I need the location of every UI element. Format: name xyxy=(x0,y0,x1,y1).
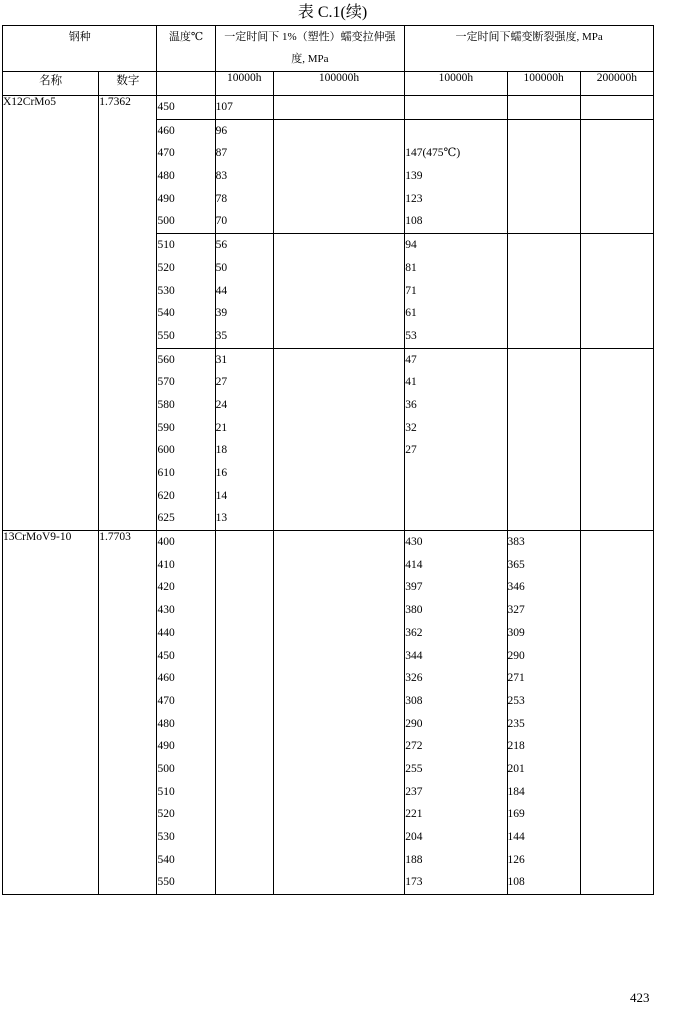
rupture-100000h-cell: 309 xyxy=(507,626,525,639)
temperature-column-group xyxy=(157,234,215,348)
rupture-10000h-column-group xyxy=(405,234,507,348)
temperature-column-group xyxy=(157,348,215,531)
creep-10000h-cell xyxy=(216,554,273,577)
rupture-10000h-cell: 32 xyxy=(405,421,417,434)
creep-10000h-cell: 44 xyxy=(215,284,228,297)
rupture-100000h-cell xyxy=(508,188,580,211)
creep-10000h-cell xyxy=(216,645,273,668)
table-body xyxy=(3,96,654,895)
rupture-10000h-cell: 53 xyxy=(405,329,417,342)
rupture-100000h-cell xyxy=(508,302,580,325)
temperature-cell: 500 xyxy=(157,215,175,228)
table-row xyxy=(3,96,654,120)
rupture-200000h-cell xyxy=(581,234,653,257)
creep-100000h-cell xyxy=(274,531,404,554)
temperature-cell: 530 xyxy=(157,831,175,843)
rupture-10000h-cell xyxy=(405,485,506,508)
creep-100000h-column-group xyxy=(273,234,404,348)
rupture-100000h-column-group xyxy=(507,234,580,348)
rupture-10000h-cell: 362 xyxy=(405,626,423,639)
creep-100000h-cell xyxy=(274,280,404,303)
rupture-10000h-cell: 81 xyxy=(405,261,417,274)
temperature-cell: 430 xyxy=(157,604,175,617)
temperature-cell: 490 xyxy=(157,192,175,205)
temperature-cell: 590 xyxy=(157,421,175,434)
rupture-200000h-column-group xyxy=(580,348,653,531)
header-temperature: 温度℃ xyxy=(157,26,215,72)
creep-10000h-column-group xyxy=(215,234,273,348)
temperature-column-group xyxy=(157,119,215,233)
creep-100000h-cell xyxy=(274,781,404,804)
rupture-200000h-cell xyxy=(581,257,653,280)
creep-10000h-column-group xyxy=(215,96,273,120)
rupture-100000h-cell xyxy=(508,349,580,372)
rupture-100000h-cell xyxy=(508,394,580,417)
rupture-100000h-cell: 201 xyxy=(507,762,525,775)
rupture-200000h-cell xyxy=(581,394,653,417)
temperature-cell: 440 xyxy=(157,626,175,639)
rupture-200000h-column-group xyxy=(580,234,653,348)
rupture-10000h-cell: 290 xyxy=(405,717,423,730)
creep-100000h-cell xyxy=(274,120,404,143)
steel-number: 1.7703 xyxy=(99,531,157,895)
rupture-10000h-column-group xyxy=(405,348,507,531)
creep-100000h-cell xyxy=(274,622,404,645)
rupture-10000h-cell: 147(475℃) xyxy=(405,147,461,160)
rupture-200000h-cell xyxy=(581,713,653,736)
creep-100000h-cell xyxy=(274,735,404,758)
creep-100000h-cell xyxy=(274,667,404,690)
steel-name: X12CrMo5 xyxy=(3,96,99,531)
rupture-10000h-cell: 27 xyxy=(405,444,417,457)
temperature-cell: 450 xyxy=(157,649,175,662)
rupture-10000h-cell xyxy=(405,507,506,530)
rupture-200000h-cell xyxy=(581,576,653,599)
rupture-10000h-column-group xyxy=(405,119,507,233)
creep-10000h-cell: 27 xyxy=(215,376,228,389)
rupture-10000h-cell: 36 xyxy=(405,398,417,411)
rupture-100000h-cell: 253 xyxy=(507,694,525,707)
creep-10000h-cell xyxy=(216,599,273,622)
rupture-100000h-cell: 365 xyxy=(507,558,525,571)
rupture-200000h-cell xyxy=(581,371,653,394)
rupture-10000h-cell: 308 xyxy=(405,694,423,707)
rupture-100000h-cell: 383 xyxy=(507,536,525,549)
creep-10000h-cell xyxy=(216,622,273,645)
temperature-cell: 400 xyxy=(157,536,175,549)
creep-10000h-cell xyxy=(216,667,273,690)
creep-100000h-cell xyxy=(274,507,404,530)
creep-100000h-cell xyxy=(274,302,404,325)
steel-number: 1.7362 xyxy=(99,96,157,531)
creep-10000h-cell: 107 xyxy=(215,101,233,113)
header-rupture-100000h: 100000h xyxy=(507,72,580,96)
header-temp-blank xyxy=(157,72,215,96)
temperature-cell: 520 xyxy=(157,261,175,274)
creep-10000h-cell xyxy=(216,826,273,849)
rupture-10000h-cell: 173 xyxy=(405,876,423,889)
temperature-cell: 560 xyxy=(157,353,175,366)
creep-10000h-cell xyxy=(216,871,273,894)
creep-100000h-column-group xyxy=(273,96,404,120)
rupture-10000h-cell: 108 xyxy=(405,215,423,228)
creep-100000h-cell xyxy=(274,645,404,668)
rupture-10000h-column-group xyxy=(405,531,507,895)
rupture-100000h-cell: 346 xyxy=(507,581,525,594)
creep-10000h-cell: 78 xyxy=(215,192,228,205)
rupture-100000h-cell xyxy=(508,507,580,530)
creep-10000h-cell: 35 xyxy=(215,329,228,342)
rupture-100000h-cell xyxy=(508,325,580,348)
rupture-200000h-cell xyxy=(581,349,653,372)
rupture-200000h-cell xyxy=(581,735,653,758)
creep-10000h-cell: 18 xyxy=(215,444,228,457)
creep-100000h-cell xyxy=(274,690,404,713)
rupture-200000h-column-group xyxy=(580,531,653,895)
temperature-cell: 480 xyxy=(157,170,175,183)
temperature-cell: 500 xyxy=(157,762,175,775)
temperature-cell: 540 xyxy=(157,307,175,320)
rupture-200000h-cell xyxy=(581,188,653,211)
creep-100000h-cell xyxy=(274,576,404,599)
rupture-200000h-cell xyxy=(581,462,653,485)
creep-100000h-cell xyxy=(274,803,404,826)
rupture-200000h-cell xyxy=(581,302,653,325)
rupture-100000h-cell xyxy=(508,462,580,485)
creep-10000h-cell xyxy=(216,849,273,872)
creep-10000h-column-group xyxy=(215,531,273,895)
rupture-200000h-cell xyxy=(581,667,653,690)
rupture-200000h-cell xyxy=(581,826,653,849)
temperature-cell: 520 xyxy=(157,808,175,821)
page-number: 423 xyxy=(630,990,650,1005)
header-name: 名称 xyxy=(3,72,99,96)
temperature-cell: 450 xyxy=(157,101,175,113)
creep-100000h-cell xyxy=(274,554,404,577)
rupture-200000h-cell xyxy=(581,554,653,577)
temperature-cell: 620 xyxy=(157,489,175,502)
rupture-200000h-cell xyxy=(581,803,653,826)
creep-100000h-cell xyxy=(274,713,404,736)
header-rupture-strength: 一定时间下蠕变断裂强度, MPa xyxy=(405,26,654,72)
temperature-column-group xyxy=(157,96,215,120)
creep-10000h-cell xyxy=(216,576,273,599)
creep-100000h-cell xyxy=(274,142,404,165)
temperature-cell: 600 xyxy=(157,444,175,457)
rupture-200000h-cell xyxy=(581,645,653,668)
temperature-cell: 610 xyxy=(157,467,175,479)
creep-100000h-cell xyxy=(274,599,404,622)
rupture-10000h-cell: 344 xyxy=(405,649,423,662)
creep-100000h-cell xyxy=(274,849,404,872)
temperature-cell: 510 xyxy=(157,785,175,798)
rupture-100000h-cell: 218 xyxy=(507,740,525,753)
creep-10000h-cell xyxy=(216,690,273,713)
rupture-100000h-cell: 327 xyxy=(507,604,525,617)
rupture-100000h-cell xyxy=(508,371,580,394)
creep-10000h-column-group xyxy=(215,119,273,233)
rupture-10000h-cell: 326 xyxy=(405,672,423,685)
table-row xyxy=(3,531,654,895)
rupture-10000h-cell: 414 xyxy=(405,558,423,571)
rupture-200000h-cell xyxy=(581,531,653,554)
creep-100000h-cell xyxy=(274,325,404,348)
creep-100000h-cell xyxy=(274,234,404,257)
creep-10000h-cell: 31 xyxy=(215,353,228,366)
rupture-10000h-cell: 380 xyxy=(405,604,423,617)
header-number: 数字 xyxy=(99,72,157,96)
creep-100000h-cell xyxy=(274,758,404,781)
rupture-10000h-cell: 47 xyxy=(405,353,417,366)
rupture-200000h-cell xyxy=(581,439,653,462)
creep-10000h-cell: 56 xyxy=(215,239,228,252)
rupture-100000h-cell: 271 xyxy=(507,672,525,685)
creep-100000h-cell xyxy=(274,188,404,211)
temperature-column-group xyxy=(157,531,215,895)
temperature-cell: 460 xyxy=(157,124,175,137)
creep-100000h-cell xyxy=(274,210,404,233)
creep-10000h-cell xyxy=(216,781,273,804)
creep-100000h-cell xyxy=(274,394,404,417)
steel-name: 13CrMoV9-10 xyxy=(3,531,99,895)
creep-10000h-cell xyxy=(216,713,273,736)
rupture-10000h-cell: 139 xyxy=(405,170,423,183)
creep-100000h-cell xyxy=(274,96,404,119)
creep-10000h-cell: 83 xyxy=(215,170,228,183)
rupture-100000h-cell xyxy=(508,257,580,280)
temperature-cell: 570 xyxy=(157,376,175,389)
creep-10000h-cell: 16 xyxy=(215,467,228,479)
rupture-200000h-column-group xyxy=(580,119,653,233)
rupture-200000h-cell xyxy=(581,871,653,894)
creep-10000h-cell: 39 xyxy=(215,307,228,320)
rupture-100000h-cell xyxy=(508,165,580,188)
rupture-10000h-cell: 221 xyxy=(405,808,423,821)
rupture-200000h-column-group xyxy=(580,96,653,120)
creep-100000h-cell xyxy=(274,485,404,508)
rupture-10000h-cell: 397 xyxy=(405,581,423,594)
creep-10000h-cell: 70 xyxy=(215,215,228,228)
rupture-100000h-cell: 169 xyxy=(507,808,525,821)
header-creep-100000h: 100000h xyxy=(273,72,404,96)
creep-10000h-cell: 14 xyxy=(215,489,228,502)
rupture-100000h-column-group xyxy=(507,119,580,233)
creep-10000h-cell: 96 xyxy=(215,124,228,137)
rupture-200000h-cell xyxy=(581,120,653,143)
rupture-10000h-cell: 272 xyxy=(405,740,423,753)
temperature-cell: 580 xyxy=(157,398,175,411)
rupture-200000h-cell xyxy=(581,599,653,622)
rupture-100000h-cell xyxy=(508,234,580,257)
rupture-100000h-column-group xyxy=(507,531,580,895)
rupture-200000h-cell xyxy=(581,165,653,188)
rupture-200000h-cell xyxy=(581,849,653,872)
creep-10000h-cell: 21 xyxy=(215,421,228,434)
rupture-100000h-cell: 290 xyxy=(507,649,525,662)
creep-100000h-column-group xyxy=(273,531,404,895)
rupture-100000h-cell: 108 xyxy=(507,876,525,889)
rupture-10000h-cell: 237 xyxy=(405,785,423,798)
rupture-10000h-cell: 188 xyxy=(405,853,423,866)
creep-100000h-cell xyxy=(274,349,404,372)
rupture-200000h-cell xyxy=(581,96,653,119)
rupture-100000h-cell xyxy=(508,120,580,143)
creep-10000h-column-group xyxy=(215,348,273,531)
temperature-cell: 470 xyxy=(157,147,175,160)
table-caption: 表 C.1(续) xyxy=(297,4,368,21)
creep-100000h-cell xyxy=(274,417,404,440)
rupture-10000h-cell: 61 xyxy=(405,307,417,320)
rupture-10000h-cell: 204 xyxy=(405,831,423,843)
rupture-100000h-column-group xyxy=(507,348,580,531)
temperature-cell: 550 xyxy=(157,329,175,342)
rupture-200000h-cell xyxy=(581,758,653,781)
creep-10000h-cell xyxy=(216,531,273,554)
rupture-200000h-cell xyxy=(581,485,653,508)
rupture-100000h-cell xyxy=(508,280,580,303)
temperature-cell: 470 xyxy=(157,694,175,707)
creep-100000h-cell xyxy=(274,462,404,485)
rupture-200000h-cell xyxy=(581,781,653,804)
rupture-100000h-cell xyxy=(508,210,580,233)
rupture-10000h-cell: 71 xyxy=(405,284,417,297)
creep-10000h-cell: 24 xyxy=(215,398,228,411)
rupture-10000h-cell xyxy=(405,96,506,119)
creep-10000h-cell xyxy=(216,803,273,826)
temperature-cell: 540 xyxy=(157,853,175,866)
rupture-100000h-cell xyxy=(508,417,580,440)
header-steel: 钢种 xyxy=(3,26,157,72)
creep-100000h-cell xyxy=(274,439,404,462)
creep-10000h-cell: 87 xyxy=(215,147,228,160)
rupture-10000h-cell: 94 xyxy=(405,239,417,252)
temperature-cell: 420 xyxy=(157,581,175,594)
rupture-100000h-cell: 144 xyxy=(507,831,525,843)
rupture-100000h-cell xyxy=(508,96,580,119)
rupture-10000h-cell xyxy=(405,120,506,143)
temperature-cell: 510 xyxy=(157,239,175,252)
rupture-10000h-column-group xyxy=(405,96,507,120)
creep-100000h-cell xyxy=(274,257,404,280)
creep-100000h-column-group xyxy=(273,348,404,531)
rupture-200000h-cell xyxy=(581,690,653,713)
temperature-cell: 480 xyxy=(157,717,175,730)
rupture-200000h-cell xyxy=(581,417,653,440)
header-creep-strength: 一定时间下 1%（塑性）蠕变拉伸强度, MPa xyxy=(215,26,405,72)
rupture-100000h-column-group xyxy=(507,96,580,120)
creep-10000h-cell: 13 xyxy=(215,512,228,525)
creep-10000h-cell: 50 xyxy=(215,261,228,274)
rupture-100000h-cell xyxy=(508,142,580,165)
temperature-cell: 460 xyxy=(157,672,175,685)
rupture-200000h-cell xyxy=(581,210,653,233)
rupture-10000h-cell: 123 xyxy=(405,192,423,205)
rupture-100000h-cell xyxy=(508,439,580,462)
rupture-100000h-cell: 235 xyxy=(507,717,525,730)
rupture-200000h-cell xyxy=(581,280,653,303)
creep-100000h-cell xyxy=(274,371,404,394)
header-rupture-10000h: 10000h xyxy=(405,72,507,96)
rupture-100000h-cell: 184 xyxy=(507,785,525,798)
temperature-cell: 550 xyxy=(157,876,175,889)
header-creep-10000h: 10000h xyxy=(215,72,273,96)
rupture-200000h-cell xyxy=(581,142,653,165)
rupture-100000h-cell: 126 xyxy=(507,853,525,866)
creep-10000h-cell xyxy=(216,735,273,758)
creep-100000h-cell xyxy=(274,165,404,188)
creep-strength-table xyxy=(2,25,654,895)
creep-100000h-column-group xyxy=(273,119,404,233)
rupture-200000h-cell xyxy=(581,325,653,348)
creep-100000h-cell xyxy=(274,826,404,849)
temperature-cell: 530 xyxy=(157,284,175,297)
rupture-200000h-cell xyxy=(581,622,653,645)
temperature-cell: 410 xyxy=(157,558,175,571)
creep-10000h-cell xyxy=(216,758,273,781)
rupture-10000h-cell: 41 xyxy=(405,376,417,389)
rupture-200000h-cell xyxy=(581,507,653,530)
temperature-cell: 625 xyxy=(157,512,175,525)
temperature-cell: 490 xyxy=(157,740,175,753)
rupture-100000h-cell xyxy=(508,485,580,508)
rupture-10000h-cell: 430 xyxy=(405,536,423,549)
rupture-10000h-cell xyxy=(405,462,506,485)
header-rupture-200000h: 200000h xyxy=(580,72,653,96)
rupture-10000h-cell: 255 xyxy=(405,762,423,775)
creep-100000h-cell xyxy=(274,871,404,894)
